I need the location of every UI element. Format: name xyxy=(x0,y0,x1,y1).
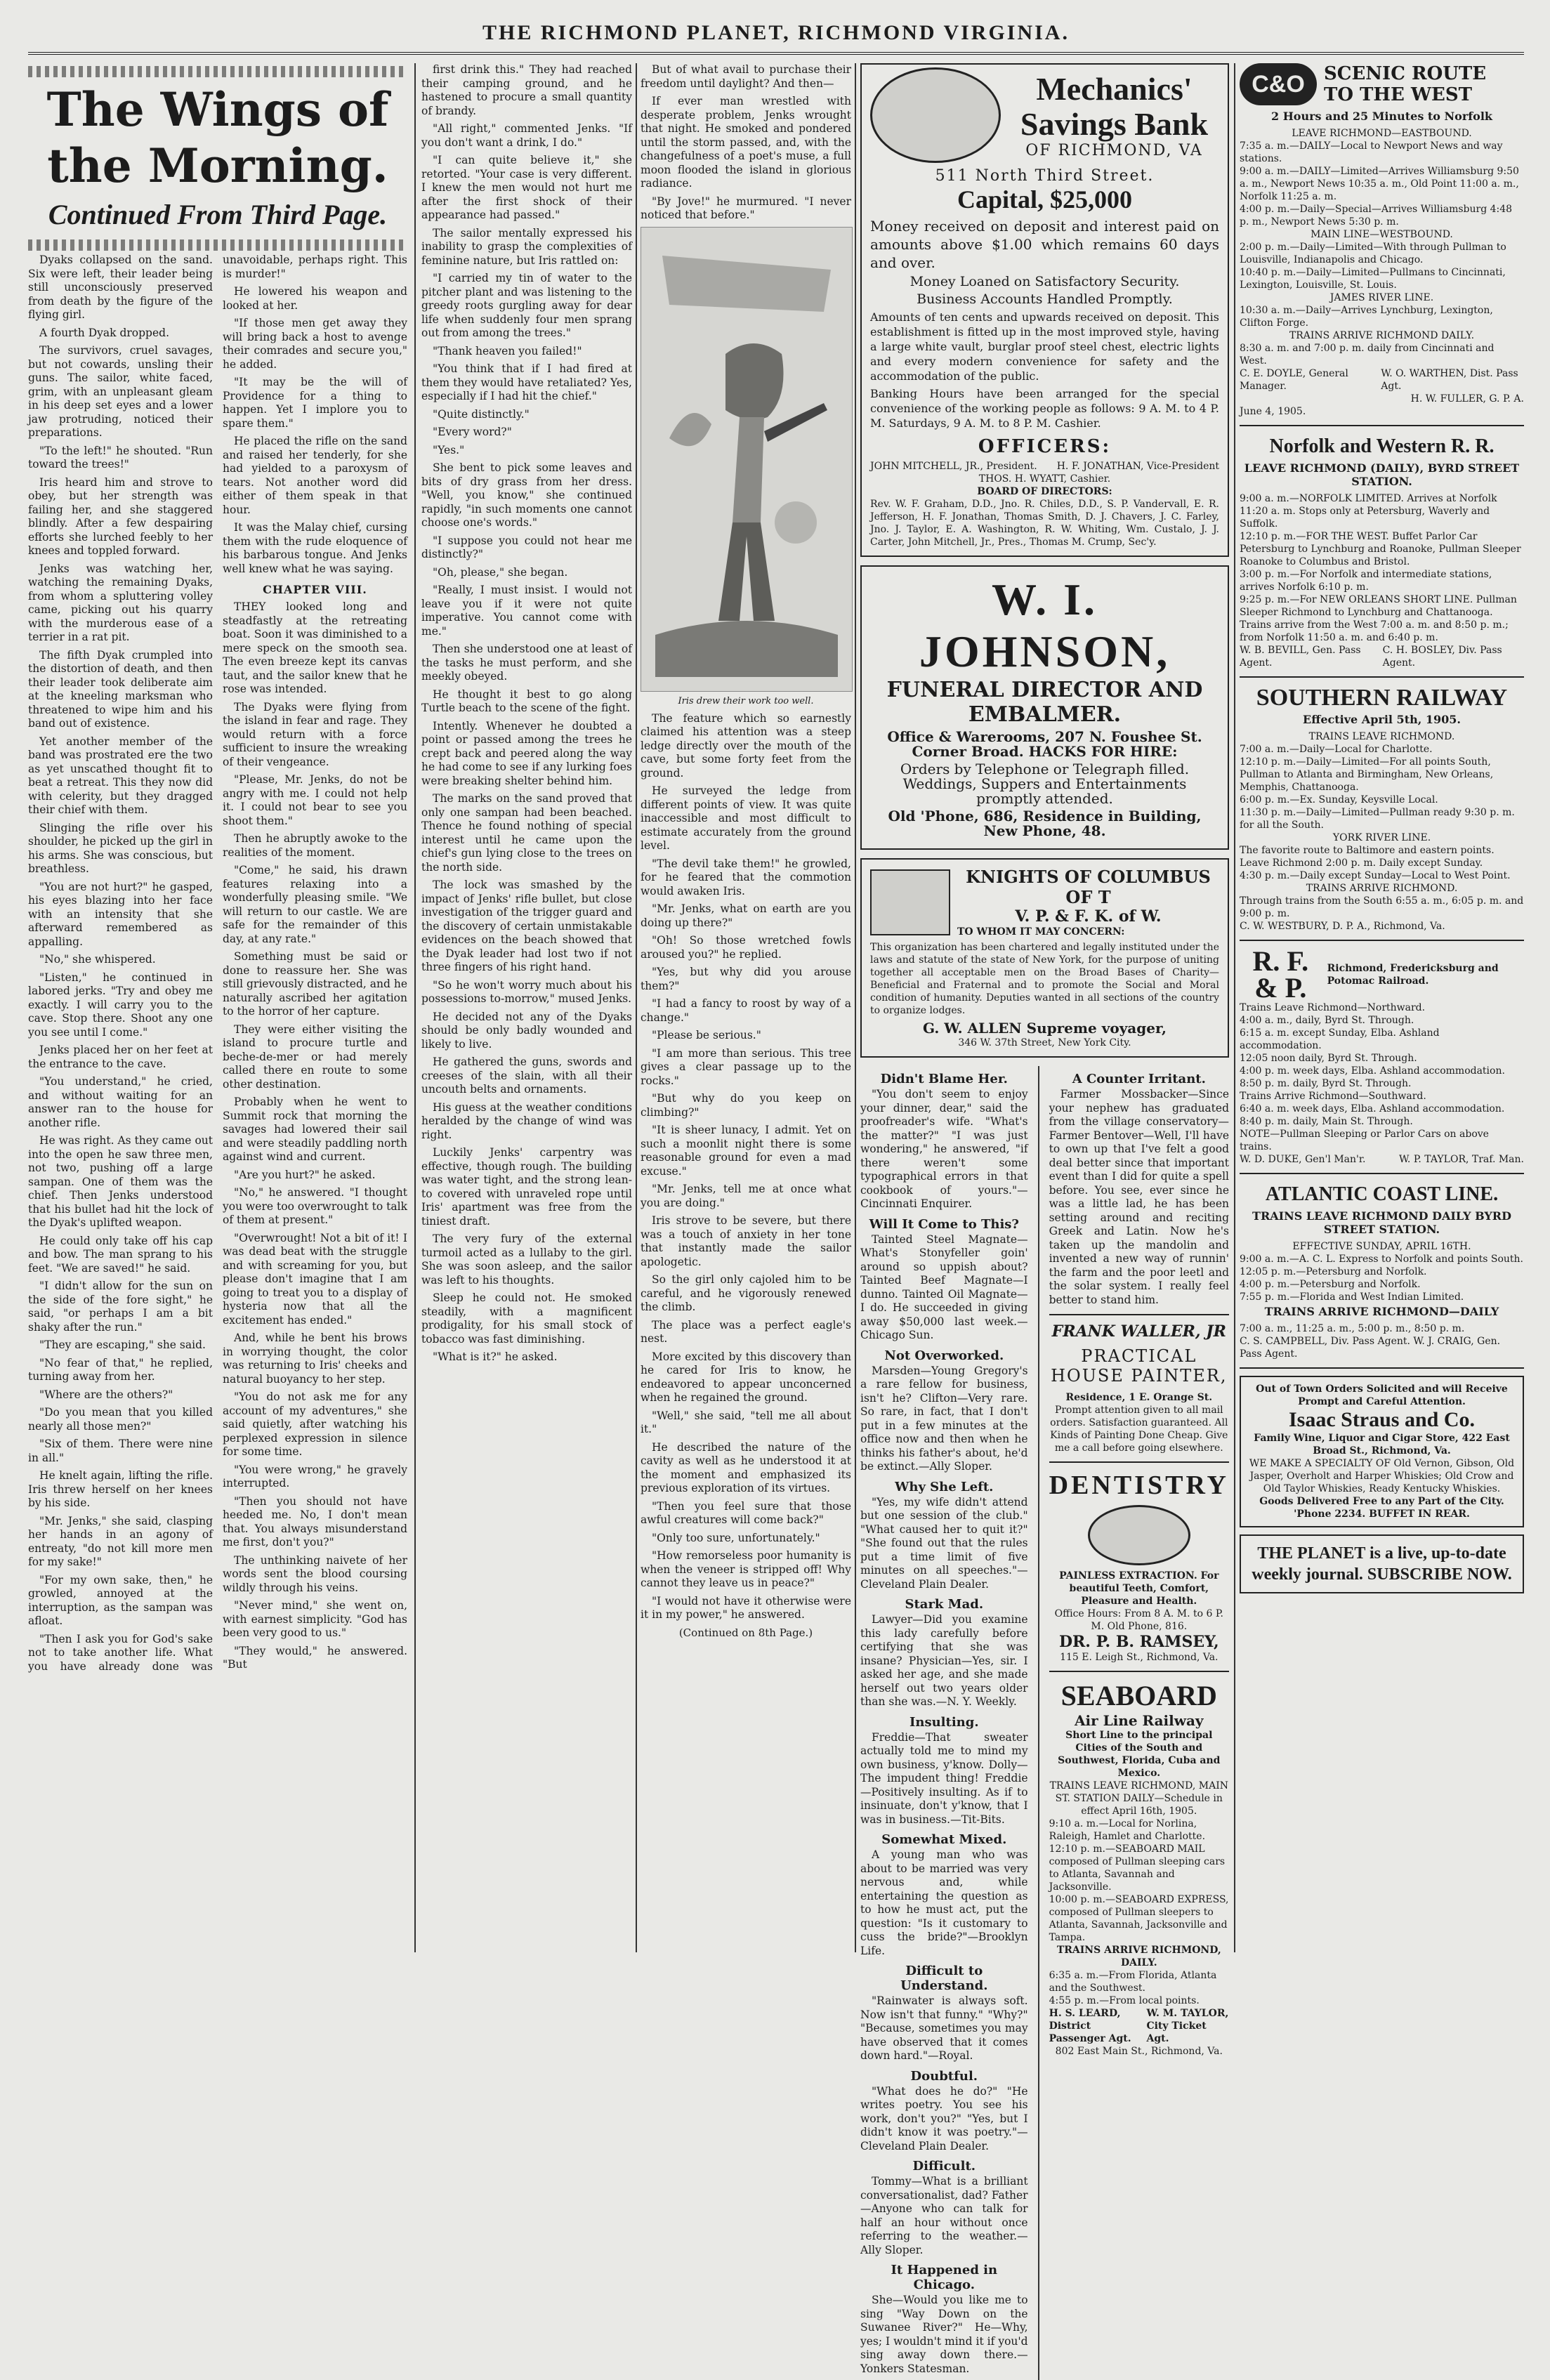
story-column-3 xyxy=(641,63,851,1952)
southern-sub: Effective April 5th, 1905. xyxy=(1303,713,1461,726)
paragraph: More excited by this discovery than he cared for Iris to know, he endeavored to appear unconcerned when he regained the ground. xyxy=(641,1350,851,1404)
johnson-address: Office & Warerooms, 207 N. Foushee St. Corner Broad. HACKS FOR HIRE: xyxy=(887,728,1202,760)
masthead xyxy=(28,21,1524,55)
joke-heading: Difficult. xyxy=(912,2159,976,2174)
train-entry: 9:25 p. m.—For NEW ORLEANS SHORT LINE. Pullman Sleeper Richmond to Lynchburg and Chattanooga. xyxy=(1240,594,1517,618)
train-entry: 12:10 p. m.—SEABOARD MAIL composed of Pullman sleeping cars to Atlanta, Savannah and Jacksonville. xyxy=(1049,1843,1226,1893)
straus-ad xyxy=(1240,1376,1524,1527)
train-entry: 7:55 p. m.—Florida and West Indian Limited. xyxy=(1240,1291,1464,1303)
waller-ad xyxy=(1049,1322,1229,1454)
paragraph: So the girl only cajoled him to be careful, and he vigorously renewed the climb. xyxy=(641,1273,851,1313)
knights-body: This organization has been chartered and legally instituted under the laws and statute of the state of New York, for the purpose of uniting together all acceptable men on the Broad Bases of Charity—Beneficial and Fraternal and to promote the Social and Moral condition of humanity. Deputies wanted in all sections of the country to organize lodges. xyxy=(870,942,1219,1016)
paragraph: The place was a perfect eagle's nest. xyxy=(641,1318,851,1345)
paragraph: "How remorseless poor humanity is when the veneer is stripped off! Why cannot they leave us in peace?" xyxy=(641,1549,851,1589)
knights-sign: G. W. ALLEN Supreme voyager, xyxy=(922,1020,1167,1037)
straus-name: Isaac Straus and Co. xyxy=(1288,1408,1476,1431)
paragraph: "Are you hurt?" he asked. xyxy=(234,1168,376,1181)
paragraph: Sleep he could not. He smoked steadily, with a magnificent prodigality, for his small stock of tobacco was fast diminishing. xyxy=(421,1291,632,1346)
paragraph: The fifth Dyak crumpled into the distortion of death, and then their leader took deliberate aim at the kneeling marksman who threatened to wipe him and his band out of existence. xyxy=(28,648,213,730)
knights-addr: 346 W. 37th Street, New York City. xyxy=(958,1037,1131,1048)
paragraph: He thought it best to go along Turtle beach to the scene of the fight. xyxy=(421,688,632,714)
acl-title: ATLANTIC COAST LINE. xyxy=(1265,1183,1499,1205)
nw-agent-1: W. B. BEVILL, Gen. Pass Agent. xyxy=(1240,645,1361,669)
seaboard-arrive: TRAINS ARRIVE RICHMOND, DAILY. xyxy=(1056,1945,1221,1968)
dentistry-title: DENTISTRY xyxy=(1049,1471,1229,1500)
paragraph: A fourth Dyak dropped. xyxy=(39,326,169,339)
paragraph: "They would," he answered. "But xyxy=(223,1644,407,1671)
paragraph: "What is it?" he asked. xyxy=(433,1350,558,1363)
paragraph: "Oh, please," she began. xyxy=(433,565,568,579)
train-entry: 7:00 a. m., 11:25 a. m., 5:00 p. m., 8:50 p. m. xyxy=(1240,1323,1465,1334)
illustration-sailor xyxy=(641,227,853,692)
bank-name-2: Savings Bank xyxy=(1020,105,1209,142)
paragraph: Jenks was watching her, watching the remaining Dyaks, from whom a spluttering volley came, picking out his quarry with the murderous ease of a terrier in a rat pit. xyxy=(28,562,213,643)
southern-ad xyxy=(1240,685,1524,933)
paragraph: "Where are the others?" xyxy=(39,1388,173,1401)
train-entry: 4:55 p. m.—From local points. xyxy=(1049,1995,1200,2006)
column-rule xyxy=(855,63,856,1952)
joke-heading: Difficult to Understand. xyxy=(900,1964,988,1993)
joke-heading: Somewhat Mixed. xyxy=(881,1832,1007,1847)
paragraph: "It is sheer lunacy, I admit. Yet on such a moonlit night there is some reasonable ground for even a mad excuse." xyxy=(641,1124,851,1178)
joke-heading: Why She Left. xyxy=(895,1479,994,1494)
paragraph: He could only take off his cap and bow. The man sprang to his feet. "We are saved!" he said. xyxy=(28,1234,213,1275)
co-tagline: 2 Hours and 25 Minutes to Norfolk xyxy=(1270,110,1492,123)
paragraph: "No fear of that," he replied, turning away from her. xyxy=(28,1356,213,1383)
paragraph: "So he won't worry much about his possessions to-morrow," mused Jenks. xyxy=(421,978,632,1005)
sailor-illustration-icon xyxy=(641,228,852,691)
paragraph: His guess at the weather conditions heralded by the change of wind was right. xyxy=(421,1100,632,1141)
paragraph: The very fury of the external turmoil acted as a lullaby to the girl. She was soon asleep, and the sailor was left to his thoughts. xyxy=(421,1232,632,1287)
johnson-name: W. I. JOHNSON, xyxy=(919,574,1171,676)
co-leave: LEAVE RICHMOND—EASTBOUND. xyxy=(1292,128,1472,139)
joke-text: Tainted Steel Magnate—What's Stonyfeller goin' around so uppish about? Tainted Beef Magnate—I dunno. Tainted Oil Magnate—I do. He succeeded in giving away $50,000 last week.—Chicago Sun. xyxy=(860,1232,1028,1341)
co-agent-3: H. W. FULLER, G. P. A. xyxy=(1410,393,1524,405)
joke-text: Freddie—That sweater actually told me to mind my own business, y'know. Dolly—The impudent thing! Freddie—Positively insulting. As if to insinuate, don't y'know, that I was in business.—Tit-Bits. xyxy=(860,1730,1028,1826)
paragraph: "I didn't allow for the sun on the side of the fore sight," he said, "or perhaps I am a bit shaky after the run." xyxy=(28,1280,213,1334)
bank-president: JOHN MITCHELL, JR., President. xyxy=(870,461,1037,472)
story-column-1 xyxy=(28,63,407,1952)
paragraph: "You think that if I had fired at them they would have retaliated? Yes, especially if I had hit the chief." xyxy=(421,362,632,402)
joke-heading: Stark Mad. xyxy=(905,1597,984,1612)
co-ad xyxy=(1240,63,1524,418)
paragraph: "I would not have it otherwise were it in my power," he answered. xyxy=(641,1594,851,1621)
headline-line-1: The Wings of xyxy=(46,82,389,137)
nw-title: Norfolk and Western R. R. xyxy=(1269,435,1495,457)
paragraph: "You do not ask me for any account of my adventures," she said quietly, after watching his perplexed expression in silence for some time. xyxy=(223,1390,407,1458)
train-entry: Trains Leave Richmond—Northward. xyxy=(1240,1002,1426,1013)
train-entry: 11:30 p. m.—Daily—Limited—Pullman ready 9:30 p. m. for all the South. xyxy=(1240,807,1515,831)
paragraph: "Mr. Jenks, what on earth are you doing up there?" xyxy=(641,902,851,929)
knights-ad xyxy=(860,858,1229,1058)
paragraph: "You are not hurt?" he gasped, his eyes blazing into her face with an intensity that she afterward remembered as appalling. xyxy=(28,880,213,948)
train-entry: 9:00 a. m.—DAILY—Limited—Arrives Williamsburg 9:50 a. m., Newport News 10:35 a. m., Old Point 11:00 a. m., Norfolk 11:25 a. m. xyxy=(1240,166,1519,202)
train-entry: 12:05 noon daily, Byrd St. Through. xyxy=(1240,1053,1417,1064)
paragraph: It was the Malay chief, cursing them with the rude eloquence of his barbarous tongue. And Jenks well knew what he was saying. xyxy=(223,521,407,575)
rfp-agent-1: W. P. TAYLOR, Traf. Man. xyxy=(1398,1154,1524,1165)
paragraph: "No," he answered. "I thought you were too overwrought to talk of them at present." xyxy=(223,1186,407,1226)
train-entry: 7:00 a. m.—Daily—Local for Charlotte. xyxy=(1240,744,1433,755)
train-entry: 12:10 p. m.—Daily—Limited—For all points South, Pullman to Atlanta and Birmingham, New Orleans, Memphis, Chattanooga. xyxy=(1240,756,1494,793)
seaboard-addr: 802 East Main St., Richmond, Va. xyxy=(1055,2046,1223,2057)
rfp-title: R. F. & P. xyxy=(1252,945,1309,1004)
paragraph: "By Jove!" he murmured. "I never noticed that before." xyxy=(641,195,851,221)
paragraph: He gathered the guns, swords and creeses of the slain, with all their uncouth belts and ornaments. xyxy=(421,1056,632,1096)
joke-heading: Insulting. xyxy=(909,1714,979,1730)
bank-capital: Capital, $25,000 xyxy=(957,185,1132,213)
paragraph: "You were wrong," he gravely interrupted. xyxy=(223,1463,407,1490)
acl-agent: C. S. CAMPBELL, Div. Pass Agent. W. J. CRAIG, Gen. Pass Agent. xyxy=(1240,1336,1501,1360)
joke-heading: It Happened in Chicago. xyxy=(891,2263,998,2292)
joke-text: A young man who was about to be married was very nervous and, while entertaining the question as to how he must act, put the question: "Is it customary to cuss the bride?"—Brooklyn Life. xyxy=(860,1848,1028,1957)
teeth-icon xyxy=(1088,1505,1190,1565)
bank-line-1: Money received on deposit and interest paid on amounts above $1.00 which remains 60 days and over. xyxy=(870,218,1219,271)
joke-text: She—Would you like me to sing "Way Down on the Suwanee River?" He—Why, yes; I wouldn't mind it if you'd sing away down there.—Yonkers Statesman. xyxy=(860,2294,1028,2375)
acl-effective: EFFECTIVE SUNDAY, APRIL 16TH. xyxy=(1292,1241,1471,1252)
ornament-border xyxy=(28,239,407,251)
bank-name-1: Mechanics' xyxy=(1036,70,1193,107)
jokes-column-left xyxy=(860,1066,1028,2380)
paragraph: And, while he bent his brows in worrying thought, the color was returning to Iris' cheeks and natural buoyancy to her step. xyxy=(223,1332,407,1386)
co-arrive: TRAINS ARRIVE RICHMOND DAILY. xyxy=(1289,330,1475,341)
southern-leave: TRAINS LEAVE RICHMOND. xyxy=(1308,731,1455,742)
paragraph: The survivors, cruel savages, but not cowards, unsling their guns. The sailor, white faced, grim, with an unpleasant gleam in his deep set eyes and a lower jaw protruding, noticed their preparations. xyxy=(28,344,213,439)
paragraph: "Six of them. There were nine in all." xyxy=(28,1438,213,1464)
train-entry: 4:00 p. m.—Daily—Special—Arrives Williamsburg 4:48 p. m., Newport News 5:30 p. m. xyxy=(1240,204,1513,228)
paragraph: "Oh! So those wretched fowls aroused you?" he replied. xyxy=(641,934,851,961)
train-entry: 10:40 p. m.—Daily—Limited—Pullmans to Cincinnati, Lexington, Louisville, St. Louis. xyxy=(1240,267,1506,291)
co-logo-icon: C&O xyxy=(1240,63,1317,105)
co-james-river: JAMES RIVER LINE. xyxy=(1329,292,1434,303)
southern-agent: C. W. WESTBURY, D. P. A., Richmond, Va. xyxy=(1240,921,1445,932)
column-rule xyxy=(414,63,416,1952)
bank-ad xyxy=(860,63,1229,557)
train-entry: 9:10 a. m.—Local for Norlina, Raleigh, Hamlet and Charlotte. xyxy=(1049,1818,1206,1842)
train-entry: 6:15 a. m. except Sunday, Elba. Ashland accommodation. xyxy=(1240,1027,1440,1051)
train-entry: 6:35 a. m.—From Florida, Atlanta and the Southwest. xyxy=(1049,1970,1217,1994)
paragraph: first drink this." They had reached their camping ground, and he hastened to procure a small quantity of brandy. xyxy=(421,63,632,117)
train-entry: 12:05 p. m.—Petersburg and Norfolk. xyxy=(1240,1266,1427,1277)
paragraph: Iris strove to be severe, but there was a touch of anxiety in her tone that instantly made the sailor apologetic. xyxy=(641,1214,851,1268)
seaboard-agent-1: H. S. LEARD, District Passenger Agt. xyxy=(1049,2008,1131,2044)
paragraph: "I can quite believe it," she retorted. "Your case is very different. I knew the men would not hurt me after the first shock of their appearance had passed." xyxy=(421,154,632,221)
train-entry: 12:10 p. m.—FOR THE WEST. Buffet Parlor Car Petersburg to Lynchburg and Roanoke, Pullman Sleeper Roanoke to Columbus and Bristol. xyxy=(1240,531,1521,567)
train-entry: NOTE—Pullman Sleeping or Parlor Cars on above trains. xyxy=(1240,1129,1489,1152)
joke-text: "Yes, my wife didn't attend but one session of the club." "What caused her to quit it?" "She found out that the rules put a time limit of five minutes on all speeches."—Cleveland Plain Dealer. xyxy=(860,1495,1028,1591)
paragraph: Iris heard him and strove to obey, but her strength was failing her, and she staggered blindly. After a few despairing efforts she lurched feebly to her knees and toppled forward. xyxy=(28,475,213,557)
knights-title: KNIGHTS OF COLUMBUS OF T xyxy=(966,867,1211,907)
paragraph: Luckily Jenks' carpentry was effective, though rough. The building was water tight, and the strong lean-to covered with unraveled rope until Iris' apartment was free from the tiniest draft. xyxy=(421,1146,632,1228)
paragraph: "Overwrought! Not a bit of it! I was dead beat with the struggle and with screaming for you, but please don't imagine that I am going to treat you to a display of hysteria now that all the excitement has ended." xyxy=(223,1231,407,1327)
paragraph: "Quite distinctly." xyxy=(433,407,530,421)
paragraph: "Well," she said, "tell me all about it." xyxy=(641,1409,851,1435)
paragraph: But of what avail to purchase their freedom until daylight? And then— xyxy=(641,63,851,90)
train-entry: 9:00 a. m.—NORFOLK LIMITED. Arrives at Norfolk 11:20 a. m. Stops only at Petersburg, Waverly and Suffolk. xyxy=(1240,493,1497,530)
joke-text: "What does he do?" "He writes poetry. You see his work, don't you?" "Yes, but I didn't know it was poetry."—Cleveland Plain Dealer. xyxy=(860,2084,1028,2152)
dentistry-tag: PAINLESS EXTRACTION. For beautiful Teeth, Comfort, Pleasure and Health. xyxy=(1059,1570,1219,1607)
seaboard-sub: Air Line Railway xyxy=(1075,1712,1204,1729)
paragraph: "It may be the will of Providence for a thing to happen. Yet I implore you to spare them." xyxy=(223,376,407,430)
southern-york: YORK RIVER LINE. xyxy=(1332,832,1431,843)
paragraph: "You understand," he cried, and without waiting for an answer ran to the house for another rifle. xyxy=(28,1075,213,1129)
train-entry: 10:30 a. m.—Daily—Arrives Lynchburg, Lexington, Clifton Forge. xyxy=(1240,305,1493,329)
paragraph: Jenks placed her on her feet at the entrance to the cave. xyxy=(28,1044,213,1070)
bank-line-5: Banking Hours have been arranged for the special convenience of the working people as follows: 9 A. M. to 4 P. M. Saturdays, 9 A. M. to 8 P. M. Cashier. xyxy=(870,387,1219,430)
paragraph: "Thank heaven you failed!" xyxy=(433,344,582,357)
train-entry: 8:50 p. m. daily, Byrd St. Through. xyxy=(1240,1078,1412,1089)
column-rule xyxy=(1038,1066,1039,2380)
co-title-2: TO THE WEST xyxy=(1324,84,1472,105)
waller-body: Prompt attention given to all mail orders. Satisfaction guaranteed. All Kinds of Painting Done Cheap. Give me a call before going elsewhere. xyxy=(1050,1405,1228,1454)
straus-spec: WE MAKE A SPECIALTY OF Old Vernon, Gibson, Old Jasper, Overholt and Harper Whiskies; Old Crow and Old Taylor Whiskies, Ready Kentucky Whiskies. xyxy=(1249,1458,1515,1494)
train-entry: The favorite route to Baltimore and eastern points. Leave Richmond 2:00 p. m. Daily except Sunday. xyxy=(1240,845,1495,869)
johnson-title: FUNERAL DIRECTOR AND EMBALMER. xyxy=(886,678,1203,727)
paragraph: Probably when he went to Summit rock that morning the savages had lowered their sail and were steadily paddling north against wind and current. xyxy=(223,1096,407,1163)
paragraph: "Please be serious." xyxy=(652,1029,761,1041)
johnson-orders: Orders by Telephone or Telegraph filled. Weddings, Suppers and Entertainments promptly attended. xyxy=(900,761,1190,807)
seaboard-ad xyxy=(1049,1679,1229,2058)
paragraph: Slinging the rifle over his shoulder, he picked up the girl in his arms. She was conscious, but breathless. xyxy=(28,821,213,875)
paragraph: "Never mind," she went on, with earnest simplicity. "God has been very good to us." xyxy=(223,1599,407,1639)
paragraph: "If those men get away they will bring back a host to avenge their comrades and secure you," he added. xyxy=(223,317,407,371)
seaboard-agent-2: W. M. TAYLOR, City Ticket Agt. xyxy=(1146,2008,1229,2044)
co-agent-2: W. O. WARTHEN, Dist. Pass Agt. xyxy=(1381,368,1518,392)
paragraph: The sailor mentally expressed his inability to grasp the complexities of feminine nature, but Iris rattled on: xyxy=(421,226,632,267)
acl-sub: TRAINS LEAVE RICHMOND DAILY BYRD STREET STATION. xyxy=(1252,1209,1511,1236)
story-headline xyxy=(28,81,407,194)
joke-heading: Not Overworked. xyxy=(884,1348,1004,1363)
column-rule xyxy=(1234,63,1235,1952)
paragraph: "But why do you keep on climbing?" xyxy=(641,1092,851,1119)
board-title: BOARD OF DIRECTORS: xyxy=(977,486,1112,497)
paragraph: The Dyaks were flying from the island in fear and rage. They would return with a force sufficient to insure the wreaking of their vengeance. xyxy=(223,700,407,768)
paragraph: "No," she whispered. xyxy=(39,953,156,966)
paragraph: "Then you feel sure that those awful creatures will come back?" xyxy=(641,1499,851,1526)
rfp-desc: Richmond, Fredericksburg and Potomac Railroad. xyxy=(1327,963,1499,987)
joke-text: Marsden—Young Gregory's a rare fellow for business, isn't he? Clifton—Very rare. So rare, in fact, that I don't put in a few minutes at the office now and then when he thinks his father's about, he'd be extinct.—Ally Sloper. xyxy=(860,1364,1028,1473)
bank-vice-president: H. F. JONATHAN, Vice-President xyxy=(1056,461,1219,472)
board-directors: Rev. W. F. Graham, D.D., Jno. R. Chiles, D.D., S. P. Vandervall, E. R. Jefferson, H. F. Jonathan, Thomas Smith, D. J. Chavers, J. C. Farley, Jno. J. Taylor, E. A. Washington, R. W. Whiting, Wm. Custalo, J. J. Carter, John Mitchell, Jr., Pres., Thomas M. Crump, Sec'y. xyxy=(870,499,1219,548)
paragraph: Dyaks collapsed on the sand. Six were left, their leader being still unconsciously preserved from death by the figure of the flying girl. xyxy=(28,254,213,321)
co-agent-1: C. E. DOYLE, General Manager. xyxy=(1240,368,1348,392)
paragraph: He decided not any of the Dyaks should be only badly wounded and likely to live. xyxy=(421,1010,632,1051)
train-entry: Trains Arrive Richmond—Southward. xyxy=(1240,1091,1426,1102)
paragraph: She bent to pick some leaves and bits of dry grass from her dress. "Well, you know," she continued rapidly, "in such moments one cannot choose one's words." xyxy=(421,461,632,529)
waller-addr: Residence, 1 E. Orange St. xyxy=(1065,1392,1213,1403)
paragraph: "All right," commented Jenks. "If you don't want a drink, I do." xyxy=(421,122,632,149)
southern-arrive: TRAINS ARRIVE RICHMOND. xyxy=(1306,883,1458,894)
johnson-phone: Old 'Phone, 686, Residence in Building, New Phone, 48. xyxy=(888,808,1202,839)
dentistry-ad xyxy=(1049,1470,1229,1664)
paragraph: "For my own sake, then," he growled, annoyed at the interruption, as the sampan was afloat. xyxy=(28,1573,213,1627)
co-mainline: MAIN LINE—WESTBOUND. xyxy=(1311,229,1453,240)
dentistry-name: DR. P. B. RAMSEY, xyxy=(1058,1633,1219,1651)
bank-city: OF RICHMOND, VA xyxy=(1025,141,1203,159)
paragraph: "I carried my tin of water to the pitcher plant and was listening to the greedy roots gurgling away for dear life when suddenly four men sprang out from among the trees." xyxy=(421,272,632,339)
bank-line-4: Amounts of ten cents and upwards received on deposit. This establishment is fitted up in the most improved style, having a large white vault, burglar proof steel chest, electric lights and every modern convenience for safety and the accommodation of the public. xyxy=(870,310,1219,383)
paragraph: He lowered his weapon and looked at her. xyxy=(223,285,407,312)
paragraph: "Mr. Jenks, tell me at once what you are doing." xyxy=(641,1183,851,1209)
paragraph: "Really, I must insist. I would not leave you if it were not quite imperative. You cannot come with me." xyxy=(421,584,632,638)
bank-cashier: THOS. H. WYATT, Cashier. xyxy=(978,473,1111,485)
paragraph: They were either visiting the island to procure turtle and beche-de-mer or had merely called there en route to some other destination. xyxy=(223,1023,407,1091)
bank-emblem-icon xyxy=(870,67,1001,163)
train-entry: 6:00 p. m.—Ex. Sunday, Keysville Local. xyxy=(1240,794,1438,806)
dentistry-hours: Office Hours: From 8 A. M. to 6 P. M. Old Phone, 816. xyxy=(1054,1608,1223,1632)
illustration-caption: Iris drew their work too well. xyxy=(678,695,814,706)
paragraph: "They are escaping," she said. xyxy=(39,1339,206,1351)
paragraph: "Then you should not have heeded me. No, I don't mean that. You always misunderstand me first, don't you?" xyxy=(223,1494,407,1549)
paragraph: He knelt again, lifting the rifle. Iris threw herself on her knees by his side. xyxy=(28,1469,213,1509)
story-subtitle: Continued From Third Page. xyxy=(48,199,388,230)
nw-sub: LEAVE RICHMOND (DAILY), BYRD STREET STATION. xyxy=(1244,461,1520,488)
waller-title: PRACTICAL HOUSE PAINTER, xyxy=(1051,1346,1228,1386)
joke-text: Lawyer—Did you examine this lady carefully before certifying that she was insane? Physician—Yes, sir. I asked her age, and she made herself out two years older than she was.—N. Y. Weekly. xyxy=(860,1613,1028,1708)
southern-title: SOUTHERN RAILWAY xyxy=(1256,685,1508,711)
paragraph: The feature which so earnestly claimed his attention was a steep ledge directly over the mouth of the cave, but some forty feet from the ground. xyxy=(641,711,851,780)
knights-emblem-icon xyxy=(870,869,950,935)
co-title-1: SCENIC ROUTE xyxy=(1324,63,1487,84)
ads-column-center xyxy=(860,63,1229,2375)
paragraph: He was right. As they came out into the open he saw three men, not two, pushing off a large sampan. One of them was the chief. Then Jenks understood that his bullet had hit the lock of the Dyak's uplifted weapon. xyxy=(28,1134,213,1229)
train-entry: 4:00 p. m.—Petersburg and Norfolk. xyxy=(1240,1279,1421,1290)
paragraph: The marks on the sand proved that only one sampan had been beached. Thence he found nothing of special interest until he came upon the chief's gun lying close to the trees on the north side. xyxy=(421,792,632,874)
joke-heading: Didn't Blame Her. xyxy=(880,1072,1008,1086)
masthead-text: THE RICHMOND PLANET, RICHMOND VIRGINIA. xyxy=(482,21,1070,44)
nw-agent-2: C. H. BOSLEY, Div. Pass Agent. xyxy=(1382,645,1502,669)
joke-text: Tommy—What is a brilliant conversationalist, dad? Father—Anyone who can talk for half an hour without once referring to the weather.—Ally Sloper. xyxy=(860,2175,1028,2256)
train-entry: 8:40 p. m. daily, Main St. Through. xyxy=(1240,1116,1413,1127)
johnson-ad xyxy=(860,565,1229,850)
paragraph: "Then I ask you for God's sake not to take another life. What you have already done was unavoidable, perhaps right. This is murder!" xyxy=(28,254,407,1673)
train-entry: Trains arrive from the West 7:00 a. m. and 8:50 p. m.; from Norfolk 11:50 a. m. and 6:40 p. m. xyxy=(1240,619,1509,643)
acl-ad xyxy=(1240,1181,1524,1360)
column-rule xyxy=(636,63,637,1952)
joke-heading: Doubtful. xyxy=(910,2068,978,2084)
ornament-border xyxy=(28,66,407,77)
bank-line-2: Money Loaned on Satisfactory Security. xyxy=(909,274,1180,289)
paragraph: "Yes." xyxy=(433,443,465,456)
train-entry: 2:00 p. m.—Daily—Limited—With through Pullman to Louisville, Indianapolis and Chicago. xyxy=(1240,242,1506,265)
bank-address: 511 North Third Street. xyxy=(935,167,1155,185)
paragraph: Then she understood one at least of the tasks he must perform, and she meekly obeyed. xyxy=(421,643,632,683)
joke-text: "You don't seem to enjoy your dinner, dear," said the proofreader's wife. "What's the matter?" "I was just wondering," he answered, "if there weren't some typographical errors in that cookbook of yours."—Cincinnati Enquirer. xyxy=(860,1088,1028,1210)
paragraph: THEY looked long and steadfastly at the retreating boat. Soon it was diminished to a mere speck on the smooth sea. The even breeze kept its canvas taut, and the sailor knew that he rose was intended. xyxy=(223,600,407,695)
paragraph: "I am more than serious. This tree gives a clear passage up to the rocks." xyxy=(641,1046,851,1087)
straus-lead: Out of Town Orders Solicited and will Receive Prompt and Careful Attention. xyxy=(1256,1383,1508,1407)
train-entry: 10:00 p. m.—SEABOARD EXPRESS, composed of Pullman sleepers to Atlanta, Savannah, Jacksonville and Tampa. xyxy=(1049,1894,1229,1943)
rfp-ad xyxy=(1240,945,1524,1166)
train-entry: 9:00 a. m.—A. C. L. Express to Norfolk and points South. xyxy=(1240,1254,1524,1265)
paragraph: Something must be said or done to reassure her. She was still grievously distracted, and he naturally ascribed her agitation to the horror of her capture. xyxy=(223,950,407,1018)
seaboard-title: SEABOARD xyxy=(1060,1680,1217,1711)
joke-text: "Rainwater is always soft. Now isn't that funny." "Why?" "Because, sometimes you may have observed that it comes down hard."—Royal. xyxy=(860,1994,1028,2062)
bank-line-3: Business Accounts Handled Promptly. xyxy=(917,291,1173,307)
acl-arrive: TRAINS ARRIVE RICHMOND—DAILY xyxy=(1264,1305,1499,1318)
planet-text: THE PLANET is a live, up-to-date weekly journal. SUBSCRIBE NOW. xyxy=(1252,1544,1512,1584)
paragraph: Intently. Whenever he doubted a point or passed among the trees he crept back and peered along the way he had come to see if any lurking foes were breaking shelter behind him. xyxy=(421,719,632,787)
dentistry-addr: 115 E. Leigh St., Richmond, Va. xyxy=(1060,1652,1219,1663)
rfp-agent-2: W. D. DUKE, Gen'l Man'r. xyxy=(1240,1154,1366,1165)
paragraph: "I had a fancy to roost by way of a change." xyxy=(641,997,851,1024)
train-entry: 6:40 a. m. week days, Elba. Ashland accommodation. xyxy=(1240,1103,1505,1115)
headline-line-2: the Morning. xyxy=(47,138,388,193)
paragraph: He placed the rifle on the sand and raised her tenderly, for she had yielded to a paroxysm of tears. Not another word did either of them speak in that hour. xyxy=(223,435,407,516)
straus-desc: Family Wine, Liquor and Cigar Store, 422 East Broad St., Richmond, Va. xyxy=(1254,1433,1510,1457)
paragraph: "To the left!" he shouted. "Run toward the trees!" xyxy=(28,444,213,471)
seaboard-desc: Short Line to the principal Cities of the South and Southwest, Florida, Cuba and Mexico. xyxy=(1058,1730,1221,1779)
knights-sub: V. P. & F. K. of W. xyxy=(1015,907,1162,926)
planet-subscribe-ad xyxy=(1240,1534,1524,1593)
co-date: June 4, 1905. xyxy=(1240,406,1306,417)
paragraph: He surveyed the ledge from different points of view. It was quite inaccessible and most difficult to estimate accurately from the ground level. xyxy=(641,784,851,852)
paragraph: "The devil take them!" he growled, for he feared that the commotion would awaken Iris. xyxy=(641,857,851,898)
continued-note: (Continued on 8th Page.) xyxy=(678,1626,813,1639)
knights-concern: TO WHOM IT MAY CONCERN: xyxy=(957,926,1125,938)
joke-heading: Will It Come to This? xyxy=(869,1216,1019,1232)
paragraph: "Mr. Jenks," she said, clasping her hands in an agony of entreaty, "do not kill more men for my sake!" xyxy=(28,1514,213,1568)
train-entry: 4:00 p. m. week days, Elba. Ashland accommodation. xyxy=(1240,1065,1505,1077)
train-entry: 4:30 p. m.—Daily except Sunday—Local to West Point. xyxy=(1240,870,1511,881)
paragraph: The unthinking naivete of her words sent the blood coursing wildly through his veins. xyxy=(223,1553,407,1594)
paragraph: "Yes, but why did you arouse them?" xyxy=(641,966,851,992)
paragraph: "Do you mean that you killed nearly all those men?" xyxy=(28,1406,213,1433)
officers-title: OFFICERS: xyxy=(978,436,1112,457)
paragraph: "Come," he said, his drawn features relaxing into a wonderfully pleasing smile. "We will return to our castle. We are safe for the remainder of this day, at any rate." xyxy=(223,864,407,945)
joke-heading: A Counter Irritant. xyxy=(1072,1072,1206,1086)
paragraph: "I suppose you could not hear me distinctly?" xyxy=(421,534,632,560)
paragraph: He described the nature of the cavity as well as he understood it at the moment and emphasized its previous exploration of its virtues. xyxy=(641,1440,851,1494)
seaboard-leave: TRAINS LEAVE RICHMOND, MAIN ST. STATION DAILY—Schedule in effect April 16th, 1905. xyxy=(1049,1780,1229,1817)
train-entry: 3:00 p. m.—For Norfolk and intermediate stations, arrives Norfolk 6:10 p. m. xyxy=(1240,569,1492,593)
story-body xyxy=(28,254,407,1675)
chapter-heading: CHAPTER VIII. xyxy=(263,583,367,596)
story-column-2 xyxy=(421,63,632,1952)
paragraph: The lock was smashed by the impact of Jenks' rifle bullet, but close investigation of the trigger guard and the discovery of certain unmistakable evidences on the beach showed that the Dyak leader had lost two if not three fingers of his right hand. xyxy=(421,879,632,973)
paragraph: "Listen," he continued in labored jerks. "Try and obey me exactly. I will carry you to the cave. Stop there. Shoot any one you see until I come." xyxy=(28,971,213,1039)
paragraph: If ever man wrestled with desperate problem, Jenks wrought that night. He smoked and pondered until the storm passed, and, with the changefulness of a poet's muse, a full moon flooded the island in glorious radiance. xyxy=(641,95,851,190)
railway-column xyxy=(1240,63,1524,1952)
train-entry: 7:35 a. m.—DAILY—Local to Newport News and way stations. xyxy=(1240,140,1503,164)
train-entry: Through trains from the South 6:55 a. m., 6:05 p. m. and 9:00 p. m. xyxy=(1240,895,1524,919)
paragraph: "Please, Mr. Jenks, do not be angry with me. I could not help it. I could not bear to see you shoot them." xyxy=(223,773,407,827)
paragraph: "Every word?" xyxy=(433,426,512,438)
waller-name: FRANK WALLER, JR xyxy=(1051,1322,1226,1341)
straus-phone: Goods Delivered Free to any Part of the City. 'Phone 2234. BUFFET IN REAR. xyxy=(1259,1496,1504,1520)
train-entry: 4:00 a. m., daily, Byrd St. Through. xyxy=(1240,1015,1414,1026)
joke-text: Farmer Mossbacker—Since your nephew has graduated from the village conservatory— Farmer Bentover—Well, I'll have to own up that I've felt a good deal better since that important event than I did for quite a spell before. You see, ever since he was a little lad, he has been setting around and reciting Greek and Latin. Now he's taken up the mandolin and invented a new way of runnin' the farm and the poor leetl and the solar system. I really feel better to stand him. xyxy=(1049,1088,1229,1306)
paragraph: "Only too sure, unfortunately." xyxy=(652,1531,820,1544)
paragraph: Yet another member of the band was prostrated ere the two as yet unscathed thought fit to beat a retreat. This they now did with celerity, but they dragged their chief with them. xyxy=(28,735,213,816)
paragraph: Then he abruptly awoke to the realities of the moment. xyxy=(223,832,407,859)
train-entry: 8:30 a. m. and 7:00 p. m. daily from Cincinnati and West. xyxy=(1240,343,1495,367)
ads-column-right-small xyxy=(1049,1066,1229,2380)
nw-ad xyxy=(1240,433,1524,669)
